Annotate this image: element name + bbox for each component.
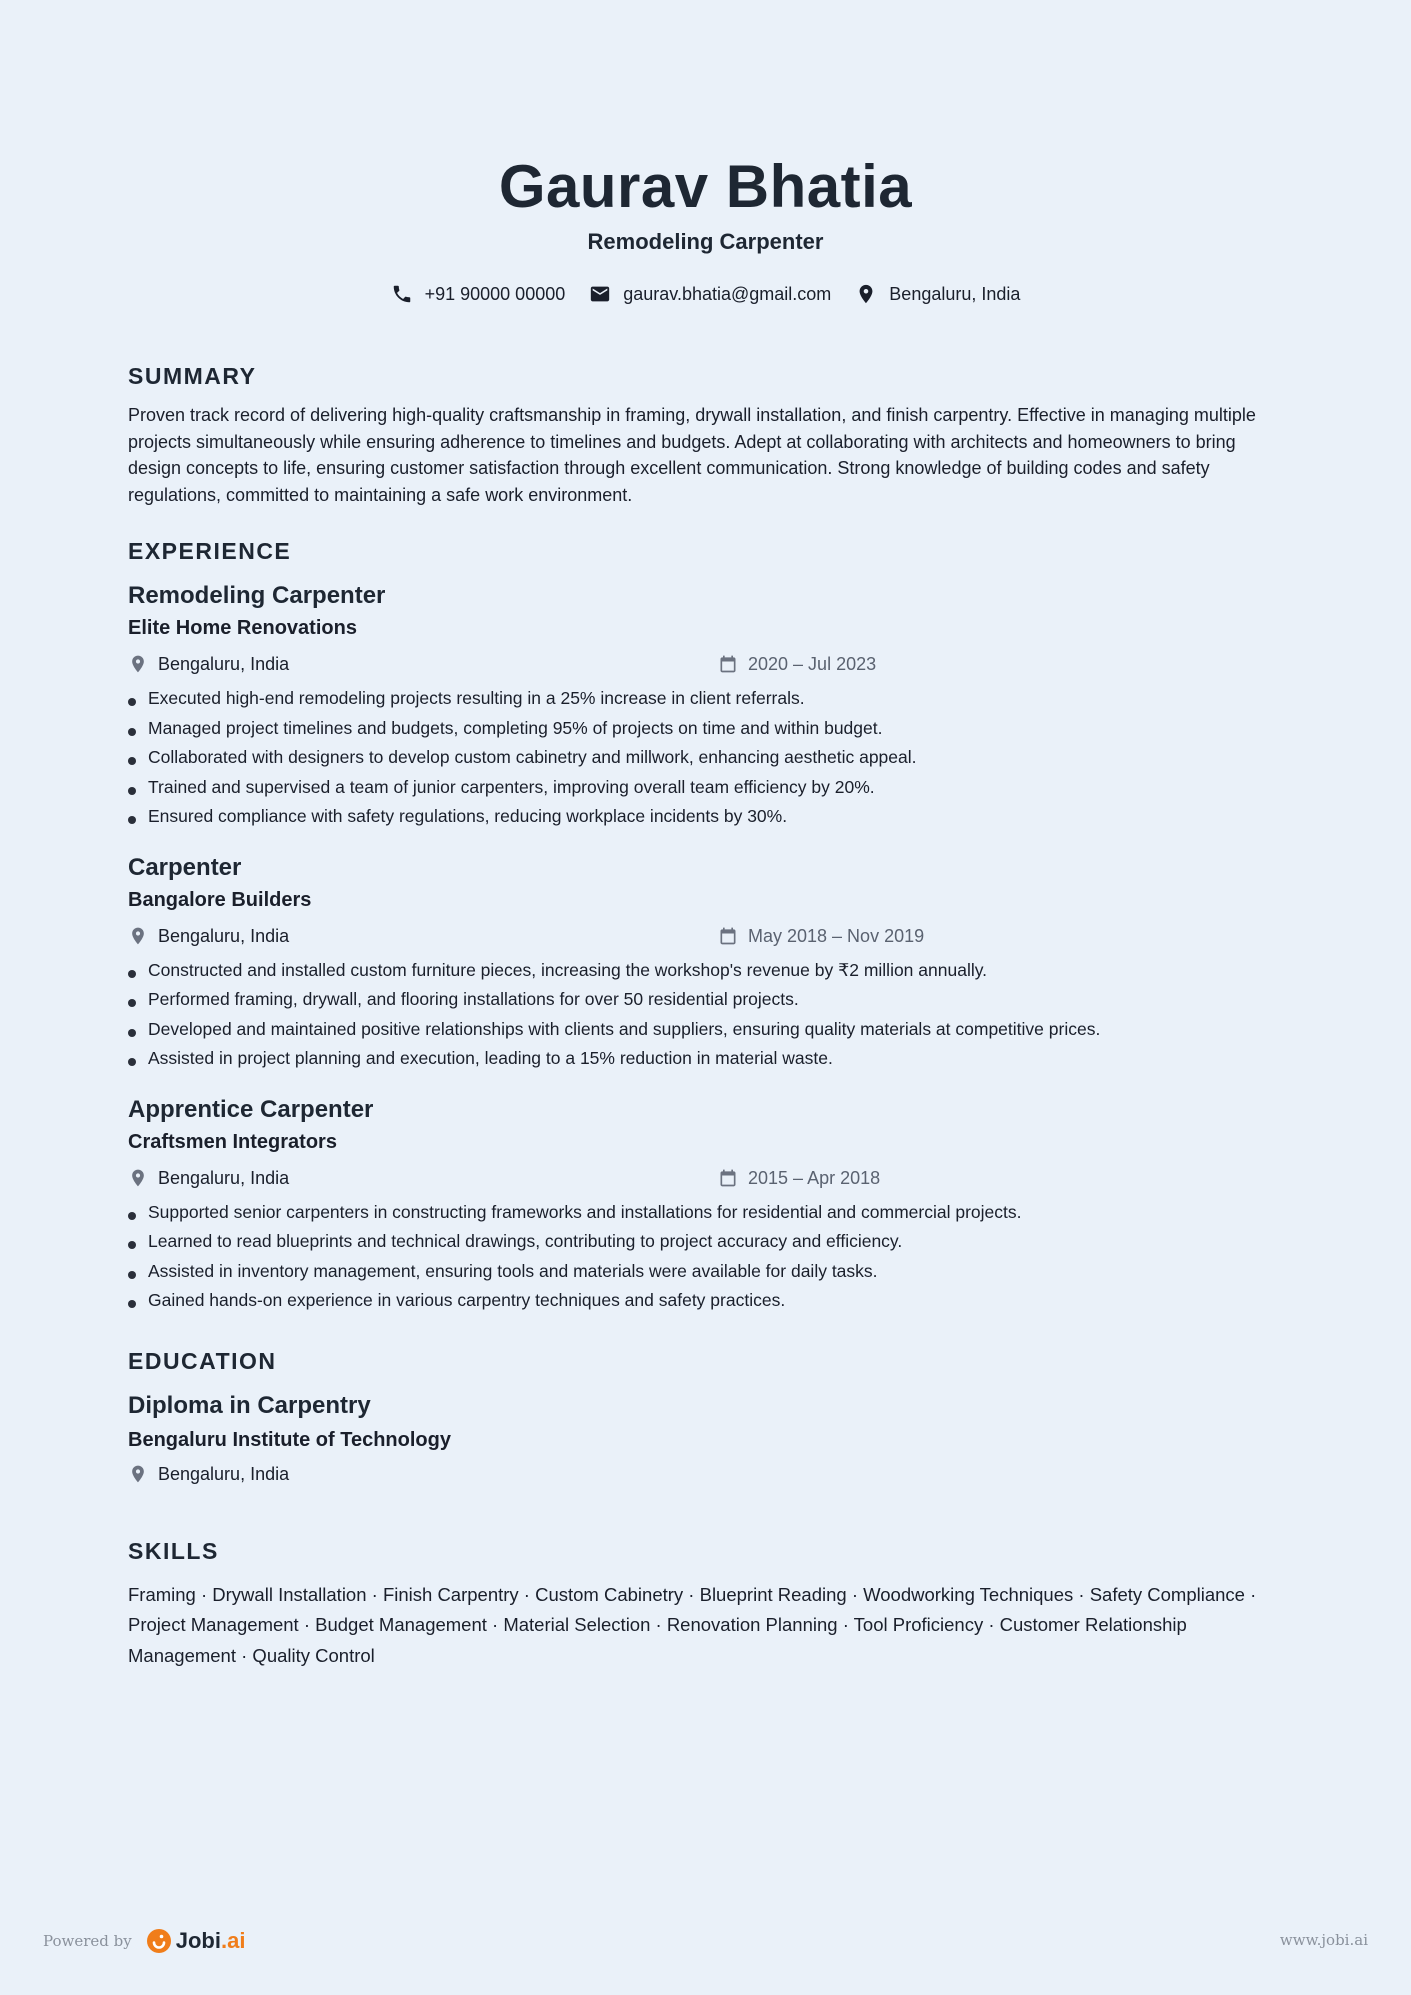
summary-text: Proven track record of delivering high-quality craftsmanship in framing, drywall installation, and finish carpentry. Effective in managing multiple projects simultaneously while ensuring adherence to timelines and budgets. Adept at collaborating with architects and homeowners to bring design concepts to life, ensuring customer satisfaction through excellent communication. Strong knowledge of building codes and safety regulations, committed to maintaining a safe work environment. [128, 405, 1256, 505]
job-entry [128, 580, 1283, 832]
job-location-text: Bengaluru, India [158, 925, 290, 946]
education-location [128, 1462, 1283, 1486]
contact-row [128, 282, 1283, 306]
location-text: Bengaluru, India [889, 284, 1021, 304]
bullet-item: Managed project timelines and budgets, completing 95% of projects on time and within budget. [128, 714, 1283, 744]
bullet-item: Executed high-end remodeling projects resulting in a 25% increase in client referrals. [128, 684, 1283, 714]
location-pin-icon [128, 1464, 148, 1484]
location-pin-icon [128, 1168, 148, 1188]
job-dates-text: 2020 – Jul 2023 [748, 654, 877, 674]
bullet-item: Assisted in inventory management, ensuring tools and materials were available for daily tasks. [128, 1257, 1283, 1287]
job-title: Remodeling Carpenter [128, 582, 386, 609]
contact-phone [391, 282, 566, 306]
job-title: Carpenter [128, 853, 242, 881]
location-pin-icon [128, 654, 148, 674]
powered-by [43, 1928, 245, 1954]
calendar-icon [718, 654, 738, 674]
job-location [128, 652, 718, 676]
job-location-text: Bengaluru, India [158, 1167, 290, 1188]
location-pin-icon [855, 283, 877, 305]
company-name: Craftsmen Integrators [128, 1130, 337, 1153]
company-name: Bangalore Builders [128, 888, 312, 911]
job-dates [718, 1166, 880, 1190]
job-dates-text: May 2018 – Nov 2019 [748, 925, 925, 946]
bullet-item: Supported senior carpenters in constructing frameworks and installations for residential and commercial projects. [128, 1198, 1283, 1228]
summary-section [128, 361, 1283, 508]
skills-section [128, 1536, 1283, 1672]
powered-by-text: Powered by [43, 1932, 132, 1950]
experience-section [128, 536, 1283, 1316]
brand-suffix: .ai [220, 1928, 246, 1953]
phone-text: +91 90000 00000 [424, 284, 566, 304]
contact-location [855, 282, 1020, 306]
bullet-item: Gained hands-on experience in various carpentry techniques and safety practices. [128, 1286, 1283, 1316]
job-meta [128, 1166, 1283, 1190]
bullet-item: Collaborated with designers to develop custom cabinetry and millwork, enhancing aesthetic appeal. [128, 743, 1283, 773]
email-icon [589, 283, 611, 305]
degree-title: Diploma in Carpentry [128, 1391, 371, 1419]
bullet-item: Developed and maintained positive relationships with clients and suppliers, ensuring quality materials at competitive prices. [128, 1015, 1283, 1045]
bullet-item: Trained and supervised a team of junior carpenters, improving overall team efficiency by 20%. [128, 773, 1283, 803]
bullet-item: Learned to read blueprints and technical drawings, contributing to project accuracy and efficiency. [128, 1227, 1283, 1257]
company-name: Elite Home Renovations [128, 617, 357, 639]
skills-list: Framing · Drywall Installation · Finish Carpentry · Custom Cabinetry · Blueprint Reading · Woodworking Techniques · Safety Compliance · Project Management · Budget Management · Material Selection · Renovation Planning · Tool Proficiency · Customer Relationship Management · Quality Control [128, 1583, 1257, 1666]
job-entry [128, 1094, 1283, 1316]
job-bullets [128, 684, 1283, 832]
experience-heading: EXPERIENCE [128, 538, 292, 564]
job-title: Apprentice Carpenter [128, 1095, 374, 1123]
job-meta [128, 924, 1283, 948]
education-location-text: Bengaluru, India [158, 1463, 290, 1484]
job-location [128, 924, 718, 948]
skills-heading: SKILLS [128, 1537, 219, 1564]
candidate-title: Remodeling Carpenter [587, 229, 824, 254]
job-meta [128, 652, 1283, 676]
resume-header [128, 0, 1283, 306]
job-bullets [128, 956, 1283, 1074]
education-heading: EDUCATION [128, 1347, 277, 1374]
bullet-item: Assisted in project planning and execution, leading to a 15% reduction in material waste. [128, 1044, 1283, 1074]
calendar-icon [718, 1168, 738, 1188]
candidate-name: Gaurav Bhatia [498, 153, 913, 220]
email-text: gaurav.bhatia@gmail.com [623, 284, 832, 304]
jobi-logo[interactable] [146, 1928, 246, 1954]
footer-site-link[interactable]: www.jobi.ai [1279, 1931, 1368, 1949]
job-dates [718, 924, 924, 948]
phone-icon [391, 283, 413, 305]
brand-main: Jobi [175, 1928, 221, 1953]
job-location [128, 1166, 718, 1190]
job-location-text: Bengaluru, India [158, 654, 290, 674]
location-pin-icon [128, 926, 148, 946]
job-entry [128, 852, 1283, 1074]
bullet-item: Performed framing, drywall, and flooring installations for over 50 residential projects. [128, 985, 1283, 1015]
contact-email [589, 282, 831, 306]
jobi-logo-icon [146, 1928, 172, 1954]
calendar-icon [718, 926, 738, 946]
page-footer [0, 1928, 1411, 1958]
job-dates-text: 2015 – Apr 2018 [748, 1167, 881, 1188]
resume-page [128, 0, 1283, 1995]
bullet-item: Constructed and installed custom furniture pieces, increasing the workshop's revenue by ₹2 million annually. [128, 956, 1283, 986]
school-name: Bengaluru Institute of Technology [128, 1428, 451, 1451]
bullet-item: Ensured compliance with safety regulations, reducing workplace incidents by 30%. [128, 802, 1283, 832]
job-bullets [128, 1198, 1283, 1316]
job-dates [718, 652, 876, 676]
summary-heading: SUMMARY [128, 363, 257, 389]
education-section [128, 1346, 1283, 1486]
